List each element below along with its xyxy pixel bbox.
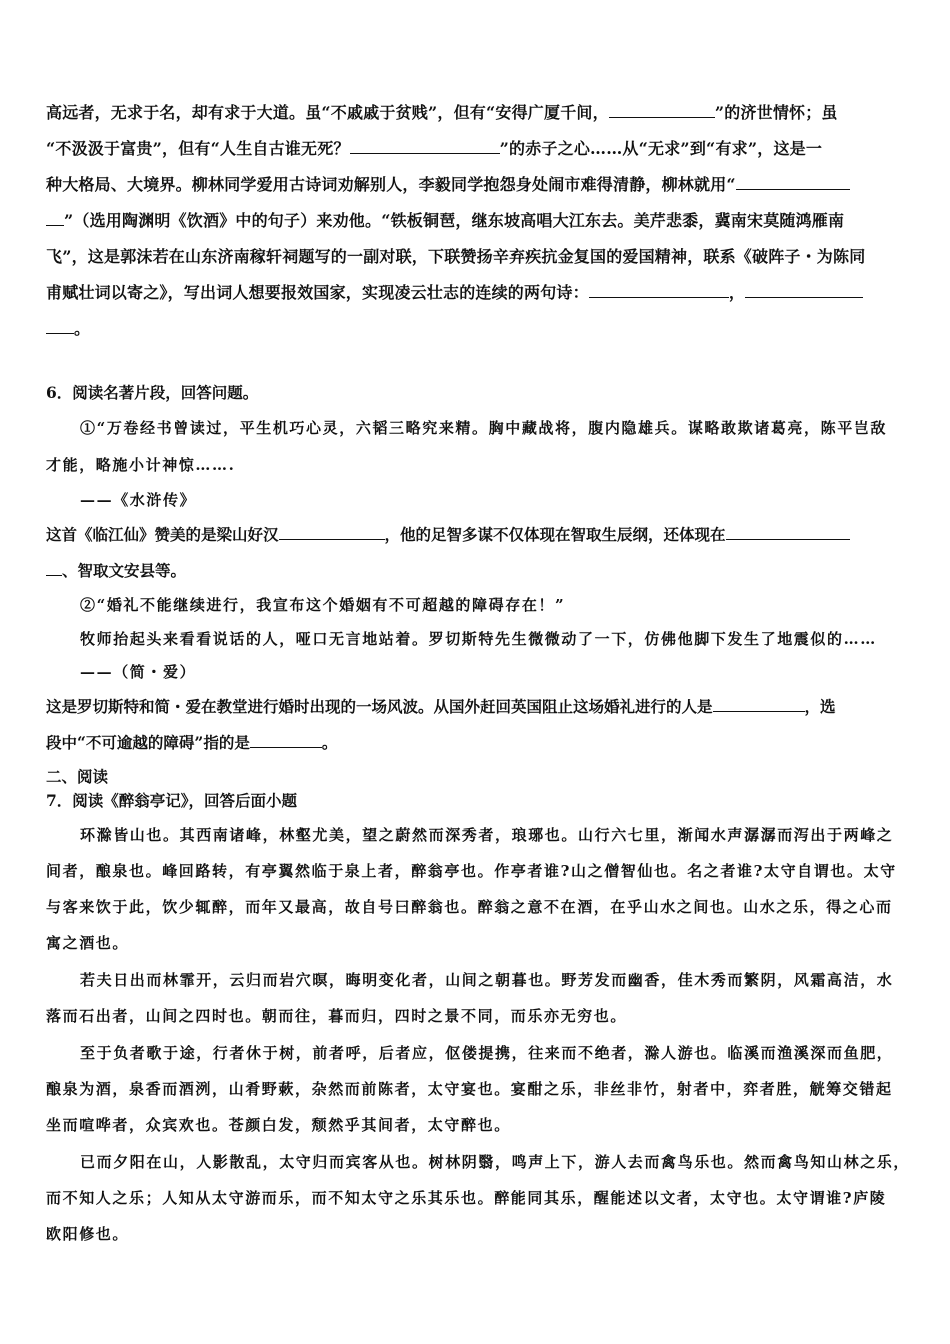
q6-answer-2 xyxy=(46,695,836,717)
q6-excerpt-2b: 牧师抬起头来看看说话的人，哑口无言地站着。罗切斯特先生微微动了一下，仿佛他脚下发生了地震似的…… xyxy=(80,630,877,648)
answer-blank[interactable] xyxy=(736,175,850,190)
q6-text: ，选 xyxy=(804,697,836,716)
q5-text: 种大格局、大境界。柳林同学爱用古诗词劝解别人，李毅同学抱怨身处闹市难得清静，柳林就用“ xyxy=(46,175,736,194)
passage-line: 环滁皆山也。其西南诸峰，林壑尤美，望之蔚然而深秀者，琅琊也。山行六七里，渐闻水声潺潺而泻出于两峰之 xyxy=(80,826,894,844)
q6-title: 6．阅读名著片段，回答问题。 xyxy=(46,383,259,402)
answer-blank[interactable] xyxy=(745,283,863,298)
q6-answer-1c xyxy=(46,559,186,581)
q5-text: 高远者，无求于名，却有求于大道。虽“不戚戚于贫贱”，但有“安得广厦千间， xyxy=(46,103,609,122)
q6-excerpt-2: ②“婚礼不能继续进行，我宣布这个婚姻有不可超越的障碍存在！” xyxy=(80,596,566,614)
answer-blank[interactable] xyxy=(279,525,385,540)
q7-title: 7．阅读《醉翁亭记》，回答后面小题 xyxy=(46,791,298,810)
q6-text: 这是罗切斯特和简・爱在教堂进行婚时出现的一场风波。从国外赶回英国阻止这场婚礼进行的人是 xyxy=(46,697,713,716)
q6-answer-1 xyxy=(46,523,850,545)
answer-blank[interactable] xyxy=(46,319,74,334)
q5-text: ”的济世情怀；虽 xyxy=(714,103,838,122)
q5-text: 甫赋壮词以寄之》，写出词人想要报效国家，实现凌云壮志的连续的两句诗： xyxy=(46,283,589,302)
q5-line-7 xyxy=(46,311,90,348)
q5-line-2 xyxy=(46,131,822,168)
q5-text: “不汲汲于富贵”，但有“人生自古谁无死？ xyxy=(46,139,350,158)
q5-text: ， xyxy=(728,283,746,302)
passage-line: 至于负者歌于途，行者休于树，前者呼，后者应，伛偻提携，往来而不绝者，滁人游也。临溪而渔溪深而鱼肥， xyxy=(80,1044,894,1062)
section-heading: 二、阅读 xyxy=(46,767,109,786)
answer-blank[interactable] xyxy=(46,561,62,576)
answer-blank[interactable] xyxy=(46,211,64,226)
answer-blank[interactable] xyxy=(350,139,500,154)
q6-excerpt-1b: 才能，略施小计神惊……. xyxy=(46,456,236,474)
passage-line: 落而石出者，山间之四时也。朝而往，暮而归，四时之景不同，而乐亦无穷也。 xyxy=(46,1007,628,1025)
q5-text: ”的赤子之心……从“无求”到“有求”，这是一 xyxy=(499,139,823,158)
answer-blank[interactable] xyxy=(250,733,322,748)
q6-text: 。 xyxy=(321,733,338,752)
q5-line-6 xyxy=(46,275,863,312)
q5-text: 飞”，这是郭沫若在山东济南稼轩祠题写的一副对联，下联赞扬辛弃疾抗金复国的爱国精神，联系《破阵子・为陈同 xyxy=(46,247,866,266)
q6-text: 段中“不可逾越的障碍”指的是 xyxy=(46,733,250,752)
q6-source-2: ——（简・爱） xyxy=(80,663,197,681)
passage-line: 而不知人之乐；人知从太守游而乐，而不知太守之乐其乐也。醉能同其乐，醒能述以文者，太守也。太守谓谁?庐陵 xyxy=(46,1189,887,1207)
passage-line: 欧阳修也。 xyxy=(46,1225,130,1243)
q6-text: 、智取文安县等。 xyxy=(62,561,187,580)
answer-blank[interactable] xyxy=(713,697,805,712)
passage-line: 酿泉为酒，泉香而酒洌，山肴野蔌，杂然而前陈者，太守宴也。宴酣之乐，非丝非竹，射者中，弈者胜，觥筹交错起 xyxy=(46,1080,893,1098)
passage-line: 与客来饮于此，饮少辄醉，而年又最高，故自号曰醉翁也。醉翁之意不在酒，在乎山水之间也。山水之乐，得之心而 xyxy=(46,898,893,916)
q5-line-5 xyxy=(46,239,865,276)
q5-line-1 xyxy=(46,95,838,132)
q6-source-1: ——《水浒传》 xyxy=(80,491,197,509)
answer-blank[interactable] xyxy=(609,103,715,118)
passage-line: 已而夕阳在山，人影散乱，太守归而宾客从也。树林阴翳，鸣声上下，游人去而禽鸟乐也。然而禽鸟知山林之乐， xyxy=(80,1153,911,1171)
q5-line-3 xyxy=(46,167,850,204)
passage-line: 寓之酒也。 xyxy=(46,934,130,952)
passage-line: 间者，酿泉也。峰回路转，有亭翼然临于泉上者，醉翁亭也。作亭者谁?山之僧智仙也。名之者谁?太守自谓也。太守 xyxy=(46,862,897,880)
q6-text: ，他的足智多谋不仅体现在智取生辰纲，还体现在 xyxy=(384,525,726,544)
q5-text: ”（选用陶渊明《饮酒》中的句子）来劝他。“铁板铜琶，继东坡高唱大江东去。美芹悲黍，冀南宋莫随鸿雁南 xyxy=(64,211,845,230)
passage-line: 若夫日出而林霏开，云归而岩穴暝，晦明变化者，山间之朝暮也。野芳发而幽香，佳木秀而繁阴，风霜高洁，水 xyxy=(80,971,894,989)
q6-excerpt-1: ①“万卷经书曾读过，平生机巧心灵，六韬三略究来精。胸中藏战将，腹内隐雄兵。谋略敢欺诸葛亮，陈平岂敌 xyxy=(80,419,888,437)
q5-line-4 xyxy=(46,203,844,240)
q6-answer-2c xyxy=(46,731,337,753)
q5-text: 。 xyxy=(74,319,91,338)
passage-line: 坐而喧哗者，众宾欢也。苍颜白发，颓然乎其间者，太守醉也。 xyxy=(46,1116,511,1134)
q6-text: 这首《临江仙》赞美的是梁山好汉 xyxy=(46,525,279,544)
answer-blank[interactable] xyxy=(726,525,850,540)
answer-blank[interactable] xyxy=(589,283,729,298)
